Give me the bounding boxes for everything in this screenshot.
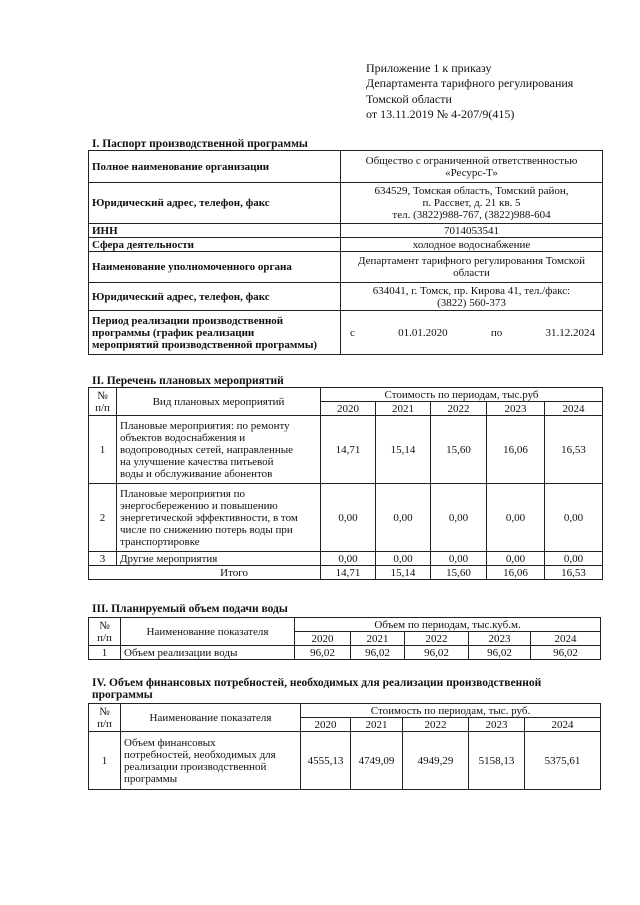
year-header: 2022	[403, 718, 469, 732]
year-header: 2022	[405, 632, 469, 646]
row-value: холодное водоснабжение	[341, 238, 603, 252]
financial-table	[88, 703, 601, 790]
period-value: с 01.01.2020 по 31.12.2024	[341, 311, 603, 355]
col-num-header: № п/п	[89, 388, 117, 416]
row-num: 1	[89, 416, 117, 484]
cost-cell: 14,71	[321, 416, 376, 484]
cost-cell: 0,00	[376, 484, 431, 552]
row-description: Плановые мероприятия: по ремонту объектов водоснабжения и водопроводных сетей, направленные на улучшение качества питьевой воды и обслуживание абонентов	[117, 416, 321, 484]
section1-title: I. Паспорт производственной программы	[92, 138, 308, 150]
volume-cell: 96,02	[295, 646, 351, 660]
total-cell: 15,14	[376, 566, 431, 580]
order-header	[366, 61, 573, 123]
table-header-row	[89, 704, 601, 718]
year-header: 2023	[487, 402, 545, 416]
year-header: 2022	[431, 402, 487, 416]
total-cell: 16,06	[487, 566, 545, 580]
year-header: 2024	[525, 718, 601, 732]
table-row	[89, 283, 603, 311]
cost-cell: 16,06	[487, 416, 545, 484]
row-description: Другие мероприятия	[117, 552, 321, 566]
cost-cell: 0,00	[545, 552, 603, 566]
cost-cell: 5158,13	[469, 732, 525, 790]
volume-cell: 96,02	[469, 646, 531, 660]
cost-cell: 4749,09	[351, 732, 403, 790]
row-num: 1	[89, 646, 121, 660]
col-cost-header: Стоимость по периодам, тыс.руб	[321, 388, 603, 402]
order-header-line: Департамента тарифного регулирования	[366, 76, 574, 91]
cost-cell: 0,00	[321, 552, 376, 566]
col-name-header: Наименование показателя	[121, 618, 295, 646]
table-row	[89, 416, 603, 484]
section3-title: III. Планируемый объем подачи воды	[92, 603, 288, 615]
row-description: Объем финансовых потребностей, необходимых для реализации производственной программы	[121, 732, 301, 790]
cost-cell: 0,00	[545, 484, 603, 552]
cost-cell: 0,00	[431, 552, 487, 566]
table-row	[89, 484, 603, 552]
year-header: 2021	[351, 718, 403, 732]
year-header: 2021	[351, 632, 405, 646]
row-description: Плановые мероприятия по энергосбережению и повышению энергетической эффективности, в том числе по снижению потерь воды при транспортировке	[117, 484, 321, 552]
cost-cell: 0,00	[376, 552, 431, 566]
cost-cell: 0,00	[431, 484, 487, 552]
total-cell: 15,60	[431, 566, 487, 580]
table-header-row	[89, 388, 603, 402]
table-header-row	[89, 618, 601, 632]
col-volume-header: Объем по периодам, тыс.куб.м.	[295, 618, 601, 632]
total-cell: 14,71	[321, 566, 376, 580]
year-header: 2020	[321, 402, 376, 416]
volume-cell: 96,02	[531, 646, 601, 660]
table-row	[89, 552, 603, 566]
year-header: 2023	[469, 718, 525, 732]
col-cost-header: Стоимость по периодам, тыс. руб.	[301, 704, 601, 718]
cost-cell: 0,00	[487, 552, 545, 566]
row-value: Департамент тарифного регулирования Томской области	[341, 252, 603, 283]
volume-cell: 96,02	[351, 646, 405, 660]
table-row	[89, 732, 601, 790]
year-header: 2020	[295, 632, 351, 646]
cost-cell: 0,00	[487, 484, 545, 552]
row-value: Общество с ограниченной ответственностью «Ресурс-Т»	[341, 151, 603, 183]
order-header-line: Томской области	[366, 91, 452, 106]
table-row	[89, 311, 603, 355]
col-num-header: № п/п	[89, 704, 121, 732]
passport-table	[88, 150, 603, 355]
year-header: 2023	[469, 632, 531, 646]
row-label: Сфера деятельности	[89, 238, 341, 252]
col-num-header: № п/п	[89, 618, 121, 646]
row-num: 3	[89, 552, 117, 566]
cost-cell: 0,00	[321, 484, 376, 552]
row-label: ИНН	[89, 224, 341, 238]
table-row	[89, 646, 601, 660]
row-num: 2	[89, 484, 117, 552]
col-name-header: Вид плановых мероприятий	[117, 388, 321, 416]
order-header-line: Приложение 1 к приказу	[366, 61, 492, 75]
total-label: Итого	[89, 566, 321, 580]
cost-cell: 4555,13	[301, 732, 351, 790]
table-row	[89, 151, 603, 183]
table-row	[89, 238, 603, 252]
cost-cell: 5375,61	[525, 732, 601, 790]
total-row	[89, 566, 603, 580]
col-name-header: Наименование показателя	[121, 704, 301, 732]
row-value: 7014053541	[341, 224, 603, 238]
row-label: Наименование уполномоченного органа	[89, 252, 341, 283]
table-row	[89, 252, 603, 283]
table-row	[89, 224, 603, 238]
water-volume-table	[88, 617, 601, 660]
row-label: Юридический адрес, телефон, факс	[89, 283, 341, 311]
year-header: 2024	[545, 402, 603, 416]
cost-cell: 4949,29	[403, 732, 469, 790]
year-header: 2021	[376, 402, 431, 416]
year-header: 2020	[301, 718, 351, 732]
cost-cell: 16,53	[545, 416, 603, 484]
row-label: Полное наименование организации	[89, 151, 341, 183]
volume-cell: 96,02	[405, 646, 469, 660]
section2-title: II. Перечень плановых мероприятий	[92, 375, 284, 387]
section4-title: IV. Объем финансовых потребностей, необходимых для реализации производственной программы	[92, 677, 542, 701]
year-header: 2024	[531, 632, 601, 646]
total-cell: 16,53	[545, 566, 603, 580]
cost-cell: 15,60	[431, 416, 487, 484]
cost-cell: 15,14	[376, 416, 431, 484]
table-row	[89, 183, 603, 224]
row-value: 634529, Томская область, Томский район, п. Рассвет, д. 21 кв. 5 тел. (3822)988-767, (3822)988-604	[341, 183, 603, 224]
row-label: Объем реализации воды	[121, 646, 295, 660]
row-value: 634041, г. Томск, пр. Кирова 41, тел./факс: (3822) 560-373	[341, 283, 603, 311]
activities-table	[88, 387, 603, 580]
row-label: Период реализации производственной программы (график реализации мероприятий производственной программы)	[89, 311, 341, 355]
order-header-line: от 13.11.2019 № 4-207/9(415)	[366, 107, 515, 122]
row-num: 1	[89, 732, 121, 790]
row-label: Юридический адрес, телефон, факс	[89, 183, 341, 224]
